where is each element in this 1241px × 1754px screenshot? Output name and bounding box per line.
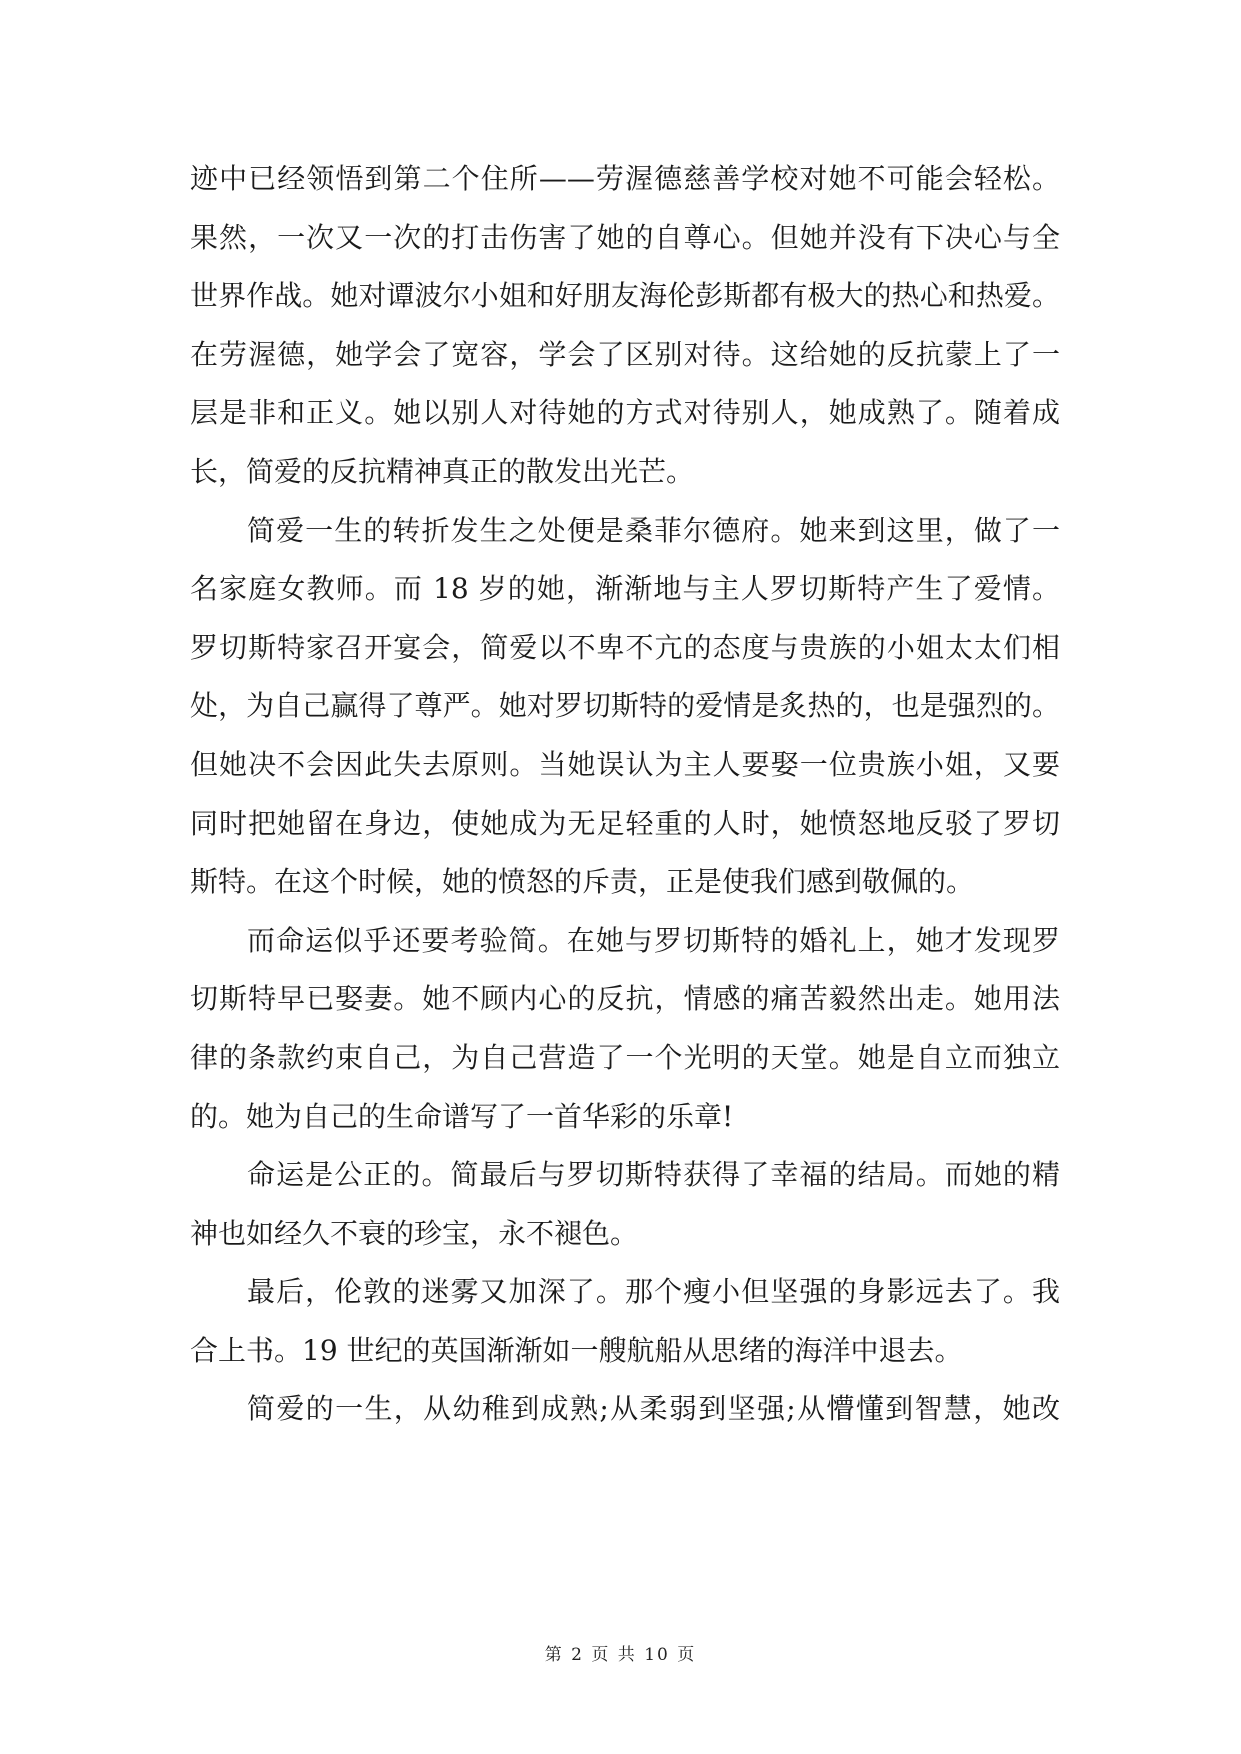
text-line: 斯特。在这个时候，她的愤怒的斥责，正是使我们感到敬佩的。 <box>190 865 975 899</box>
text-line: 长，简爱的反抗精神真正的散发出光芒。 <box>190 454 695 488</box>
text-line: 的。她为自己的生命谱写了一首华彩的乐章! <box>190 1099 734 1133</box>
text-line: 罗切斯特家召开宴会，简爱以不卑不亢的态度与贵族的小姐太太们相 <box>190 630 1060 664</box>
text-line: 层是非和正义。她以别人对待她的方式对待别人，她成熟了。随着成 <box>190 396 1060 430</box>
text-line: 果然，一次又一次的打击伤害了她的自尊心。但她并没有下决心与全 <box>190 220 1060 254</box>
text-line: 同时把她留在身边，使她成为无足轻重的人时，她愤怒地反驳了罗切 <box>190 806 1060 840</box>
text-line: 最后，伦敦的迷雾又加深了。那个瘦小但坚强的身影远去了。我 <box>247 1275 1060 1309</box>
text-line: 名家庭女教师。而 18 岁的她，渐渐地与主人罗切斯特产生了爱情。 <box>190 572 1060 606</box>
text-line: 神也如经久不衰的珍宝，永不褪色。 <box>190 1216 639 1250</box>
text-line: 但她决不会因此失去原则。当她误认为主人要娶一位贵族小姐，又要 <box>190 747 1060 781</box>
text-line: 简爱的一生，从幼稚到成熟;从柔弱到坚强;从懵懂到智慧，她改 <box>247 1392 1060 1426</box>
text-line: 切斯特早已娶妻。她不顾内心的反抗，情感的痛苦毅然出走。她用法 <box>190 982 1060 1016</box>
text-line: 迹中已经领悟到第二个住所——劳渥德慈善学校对她不可能会轻松。 <box>190 162 1060 195</box>
text-line: 而命运似乎还要考验简。在她与罗切斯特的婚礼上，她才发现罗 <box>247 923 1060 957</box>
text-line: 世界作战。她对谭波尔小姐和好朋友海伦彭斯都有极大的热心和热爱。 <box>190 279 1060 313</box>
text-line: 命运是公正的。简最后与罗切斯特获得了幸福的结局。而她的精 <box>247 1158 1060 1192</box>
page-footer: 第 2 页 共 10 页 <box>544 1645 697 1665</box>
text-line: 合上书。19 世纪的英国渐渐如一艘航船从思绪的海洋中退去。 <box>190 1333 963 1367</box>
body-text <box>190 150 1060 1439</box>
text-line: 处，为自己赢得了尊严。她对罗切斯特的爱情是炙热的，也是强烈的。 <box>190 689 1060 723</box>
text-line: 简爱一生的转折发生之处便是桑菲尔德府。她来到这里，做了一 <box>247 513 1060 547</box>
text-line: 在劳渥德，她学会了宽容，学会了区别对待。这给她的反抗蒙上了一 <box>190 337 1060 371</box>
text-line: 律的条款约束自己，为自己营造了一个光明的天堂。她是自立而独立 <box>190 1040 1060 1074</box>
